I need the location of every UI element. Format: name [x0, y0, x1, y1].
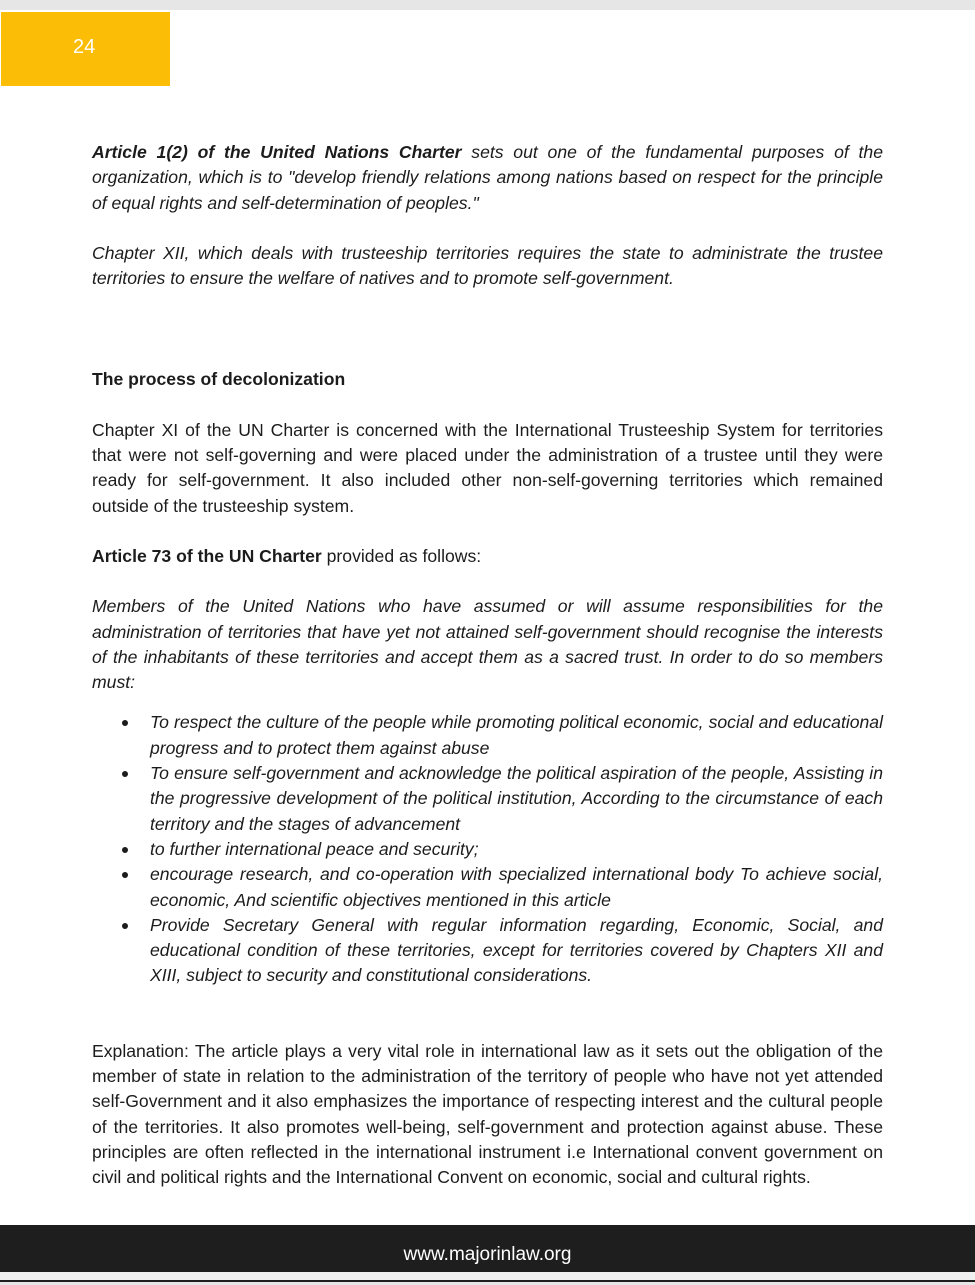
- paragraph-lead-bold: Article 1(2) of the United Nations Charter: [92, 142, 462, 162]
- list-item-text: Provide Secretary General with regular information regarding, Economic, Social, and educational condition of these territories, except for territories covered by Chapters XII and XIII, subject to security and constitutional considerations.: [150, 914, 883, 986]
- bullet-icon: [122, 720, 128, 726]
- bullet-icon: [122, 872, 128, 878]
- paragraph-article-1-2: [92, 140, 883, 216]
- list-item-text: to further international peace and security;: [150, 838, 479, 859]
- page-content: [92, 140, 883, 1191]
- list-item: [150, 862, 883, 913]
- page-number-badge: [1, 12, 170, 86]
- paragraph-lead-bold: Article 73 of the UN Charter: [92, 545, 322, 566]
- list-item-text: To respect the culture of the people while promoting political economic, social and educational progress and to protect them against abuse: [150, 712, 883, 758]
- list-item: [150, 913, 883, 989]
- paragraph-members: Members of the United Nations who have assumed or will assume responsibilities for the administration of territories that have yet not attained self-government should recognise the interests of the inhabitants of these territories and accept them as a sacred trust. In order to do so members must:: [92, 596, 883, 693]
- bullet-icon: [122, 847, 128, 853]
- paragraph-text: provided as follows:: [321, 545, 482, 566]
- page-number: 24: [73, 36, 96, 58]
- bottom-strip: [0, 1272, 975, 1280]
- document-page: [0, 10, 975, 1280]
- paragraph-chapter-xii: Chapter XII, which deals with trusteeship territories requires the state to administrate the trustee territories to ensure the welfare of natives and to promote self-government.: [92, 242, 883, 289]
- list-item-text: To ensure self-government and acknowledge the political aspiration of the people, Assisting in the progressive development of the political institution, According to the circumstance of each territory and the stages of advancement: [150, 763, 883, 834]
- footer-url[interactable]: www.majorinlaw.org: [403, 1244, 572, 1265]
- obligations-list: [92, 710, 883, 988]
- list-item-text: encourage research, and co-operation with specialized international body To achieve social, economic, And scientific objectives mentioned in this article: [150, 864, 883, 910]
- paragraph-text: sets out one of the fundamental purposes of the organization, which is to "develop friendly relations among nations based on respect for the principle of equal rights and self-determination of peoples.": [92, 142, 883, 213]
- bullet-icon: [122, 771, 128, 777]
- list-item: [150, 710, 883, 761]
- paragraph-explanation: Explanation: The article plays a very vital role in international law as it sets out the obligation of the member of state in relation to the administration of the territory of people who have not yet attended self-Government and it also emphasizes the importance of respecting interest and the cultural people of the territories. It also promotes well-being, self-government and protection against abuse. These principles are often reflected in the international instrument i.e International convent government on civil and political rights and the International Convent on economic, social and cultural rights.: [92, 1040, 883, 1188]
- bullet-icon: [122, 923, 128, 929]
- section-heading: The process of decolonization: [92, 369, 346, 390]
- list-item: [150, 761, 883, 837]
- paragraph-chapter-xi: Chapter XI of the UN Charter is concerned with the International Trusteeship System for territories that were not self-governing and were placed under the administration of a trustee until they were ready for self-government. It also included other non-self-governing territories which remained outside of the trusteeship system.: [92, 419, 883, 516]
- paragraph-article-73: [92, 544, 883, 569]
- list-item: [150, 837, 883, 862]
